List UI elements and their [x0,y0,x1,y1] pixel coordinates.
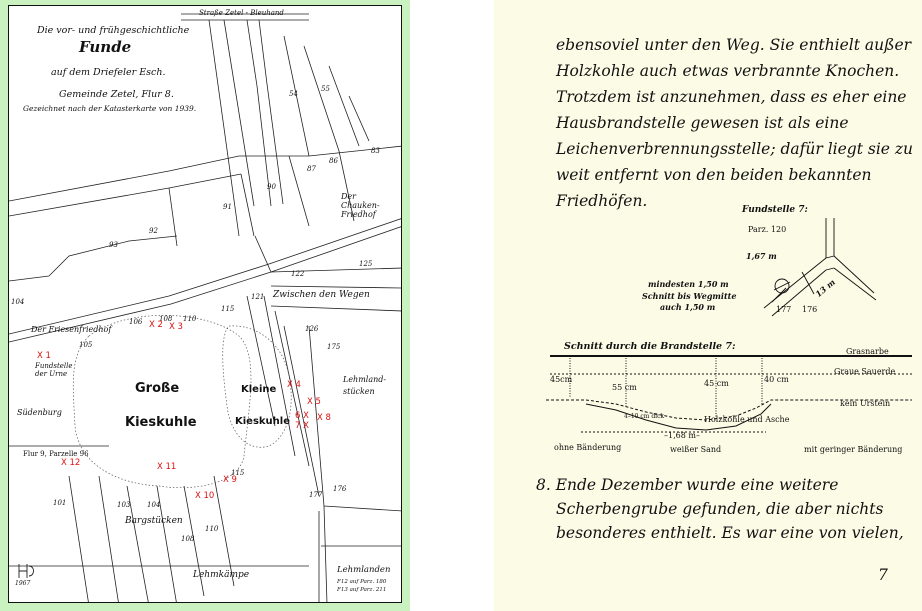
label-kieskuhle: Kieskuhle [125,415,197,430]
parcel-93: 93 [109,241,118,249]
right-page [494,0,922,611]
parcel-92: 92 [149,227,158,235]
find-x1: X 1 [37,351,51,361]
find-x10: X 10 [195,491,215,501]
parcel-54: 54 [289,90,298,98]
parcel-106: 106 [129,318,143,326]
label-chauken-friedhof: Der Chauken-Friedhof [341,192,380,219]
label-lehmkaempe: Lehmkämpe [193,570,250,580]
parcel-103: 103 [117,501,131,509]
parcel-177: 177 [309,491,323,499]
parcel-126: 126 [305,325,319,333]
map-frame [8,5,402,603]
section-title: Schnitt durch die Brandstelle 7: [564,341,736,352]
label-friesenfriedhof: Der Friesenfriedhof [31,325,112,334]
label-grosse: Große [135,381,180,396]
road-diagonal [9,218,402,342]
item8-line-2: Scherbengrube gefunden, die aber nichts [556,500,884,518]
road-vertical [247,20,283,206]
section-width: –1,68 m– [664,431,700,440]
label-f112: F12 auf Parz. 180 [337,579,387,585]
item8-line-3: besonderes enthielt. Es war eine von vielen, [556,524,904,542]
text-line-4: Hausbrandstelle gewesen ist als eine [556,114,849,132]
site-p177: 177 [776,305,792,314]
parcel-121: 121 [251,293,265,301]
find-x8: X 8 [317,413,331,423]
parcel-55: 55 [321,85,330,93]
page-number: 7 [878,566,888,584]
site-cut-line2: auch 1,50 m [660,302,716,312]
site-dist-top: 1,67 m [746,251,777,261]
label-kleine: Kleine [241,384,277,395]
section-sand: weißer Sand [670,445,722,454]
section-d45b: 45 cm [704,379,729,388]
text-line-2: Holzkohle auch etwas verbrannte Knochen. [556,62,900,80]
parcel-176: 176 [333,485,347,493]
section-d55: 55 cm [612,383,637,392]
map-title-line2: Funde [79,38,132,56]
parcel-90: 90 [267,183,276,191]
find-x11: X 11 [157,462,177,472]
label-bargstuecken: Bargstücken [125,516,183,526]
parcel-86: 86 [329,157,338,165]
parcel-101: 101 [53,499,67,507]
parcel-83: 83 [371,147,380,155]
left-page [0,0,410,611]
find-x4: X 4 [287,380,301,390]
section-layer: 4–10 cm dick [624,413,665,420]
signature-year: 1967 [15,580,31,587]
site-p176: 176 [802,305,818,314]
site-cut-line1: Schnitt bis Wegmitte [642,291,737,301]
text-line-6: weit entfernt von den beiden bekannten [556,166,872,184]
parcel-125: 125 [359,260,373,268]
find-x5: X 5 [307,397,321,407]
parcel-104a: 104 [11,298,25,306]
parcel-91: 91 [223,203,232,211]
find-x7: 7 X [295,421,309,431]
label-lehmlandstuecken: Lehmland-stücken [343,375,387,396]
label-f113: F13 auf Parz. 211 [337,587,387,593]
site-dist-diag: 13 m [813,276,837,300]
find-x6: 6 X [295,411,309,421]
map-title-line3: auf dem Driefeler Esch. [51,67,166,78]
section-graue-sauerde: Graue Sauerde [834,367,896,376]
find-x12: X 12 [61,458,81,468]
site-parcel: Parz. 120 [748,225,787,234]
parcel-104b: 104 [147,501,161,509]
find-x2: X 2 [149,320,163,330]
section-holzkohle: Holzkohle und Asche [704,415,790,424]
label-zwischen-wegen: Zwischen den Wegen [273,290,370,300]
section-kein-urstein: kein Urstein [840,399,891,408]
road-label: Straße Zetel - Bleuhand [199,9,284,17]
find-x3: X 3 [169,322,183,332]
parcel-122: 122 [291,270,305,278]
label-lehmlanden: Lehmlanden [337,565,391,575]
parcel-110b: 110 [205,525,219,533]
section-d40: 40 cm [764,375,789,384]
section-d45a: 45cm [550,375,573,384]
parcel-108a: 108 [159,315,173,323]
item8-line-1: 8. Ende Dezember wurde eine weitere [536,476,839,494]
site-min-depth: mindesten 1,50 m [648,279,729,289]
map-title-line4: Gemeinde Zetel, Flur 8. [59,89,174,100]
text-line-1: ebensoviel unter den Weg. Sie enthielt außer [556,36,912,54]
label-fundstelle-urne: Fundstelle der Urne [35,362,73,378]
label-kieskuhle-small: Kieskuhle [235,416,291,427]
text-line-5: Leichenverbrennungsstelle; dafür liegt sie zu [556,140,914,158]
parcel-108b: 108 [181,535,195,543]
find-x9: X 9 [223,475,237,485]
section-mit: mit geringer Bänderung [804,445,903,454]
section-ohne: ohne Bänderung [554,443,622,452]
text-line-7: Friedhöfen. [556,192,648,210]
map-title-line5: Gezeichnet nach der Katasterkarte von 1939. [23,104,197,113]
parcel-105: 105 [79,341,93,349]
section-grasnarbe: Grasnarbe [846,347,889,356]
map-title-line1: Die vor- und frühgeschichtliche [37,25,190,36]
parcel-175: 175 [327,343,341,351]
label-flur9: Flur 9, Parzelle 96 [23,450,89,458]
parcel-87: 87 [307,165,316,173]
text-line-3: Trotzdem ist anzunehmen, dass es eher eine [556,88,907,106]
site-title: Fundstelle 7: [742,205,808,215]
parcel-115a: 115 [221,305,235,313]
parcel-115b: 115 [231,469,245,477]
label-suedenburg: Südenburg [17,408,62,417]
parcel-110a: 110 [183,315,197,323]
